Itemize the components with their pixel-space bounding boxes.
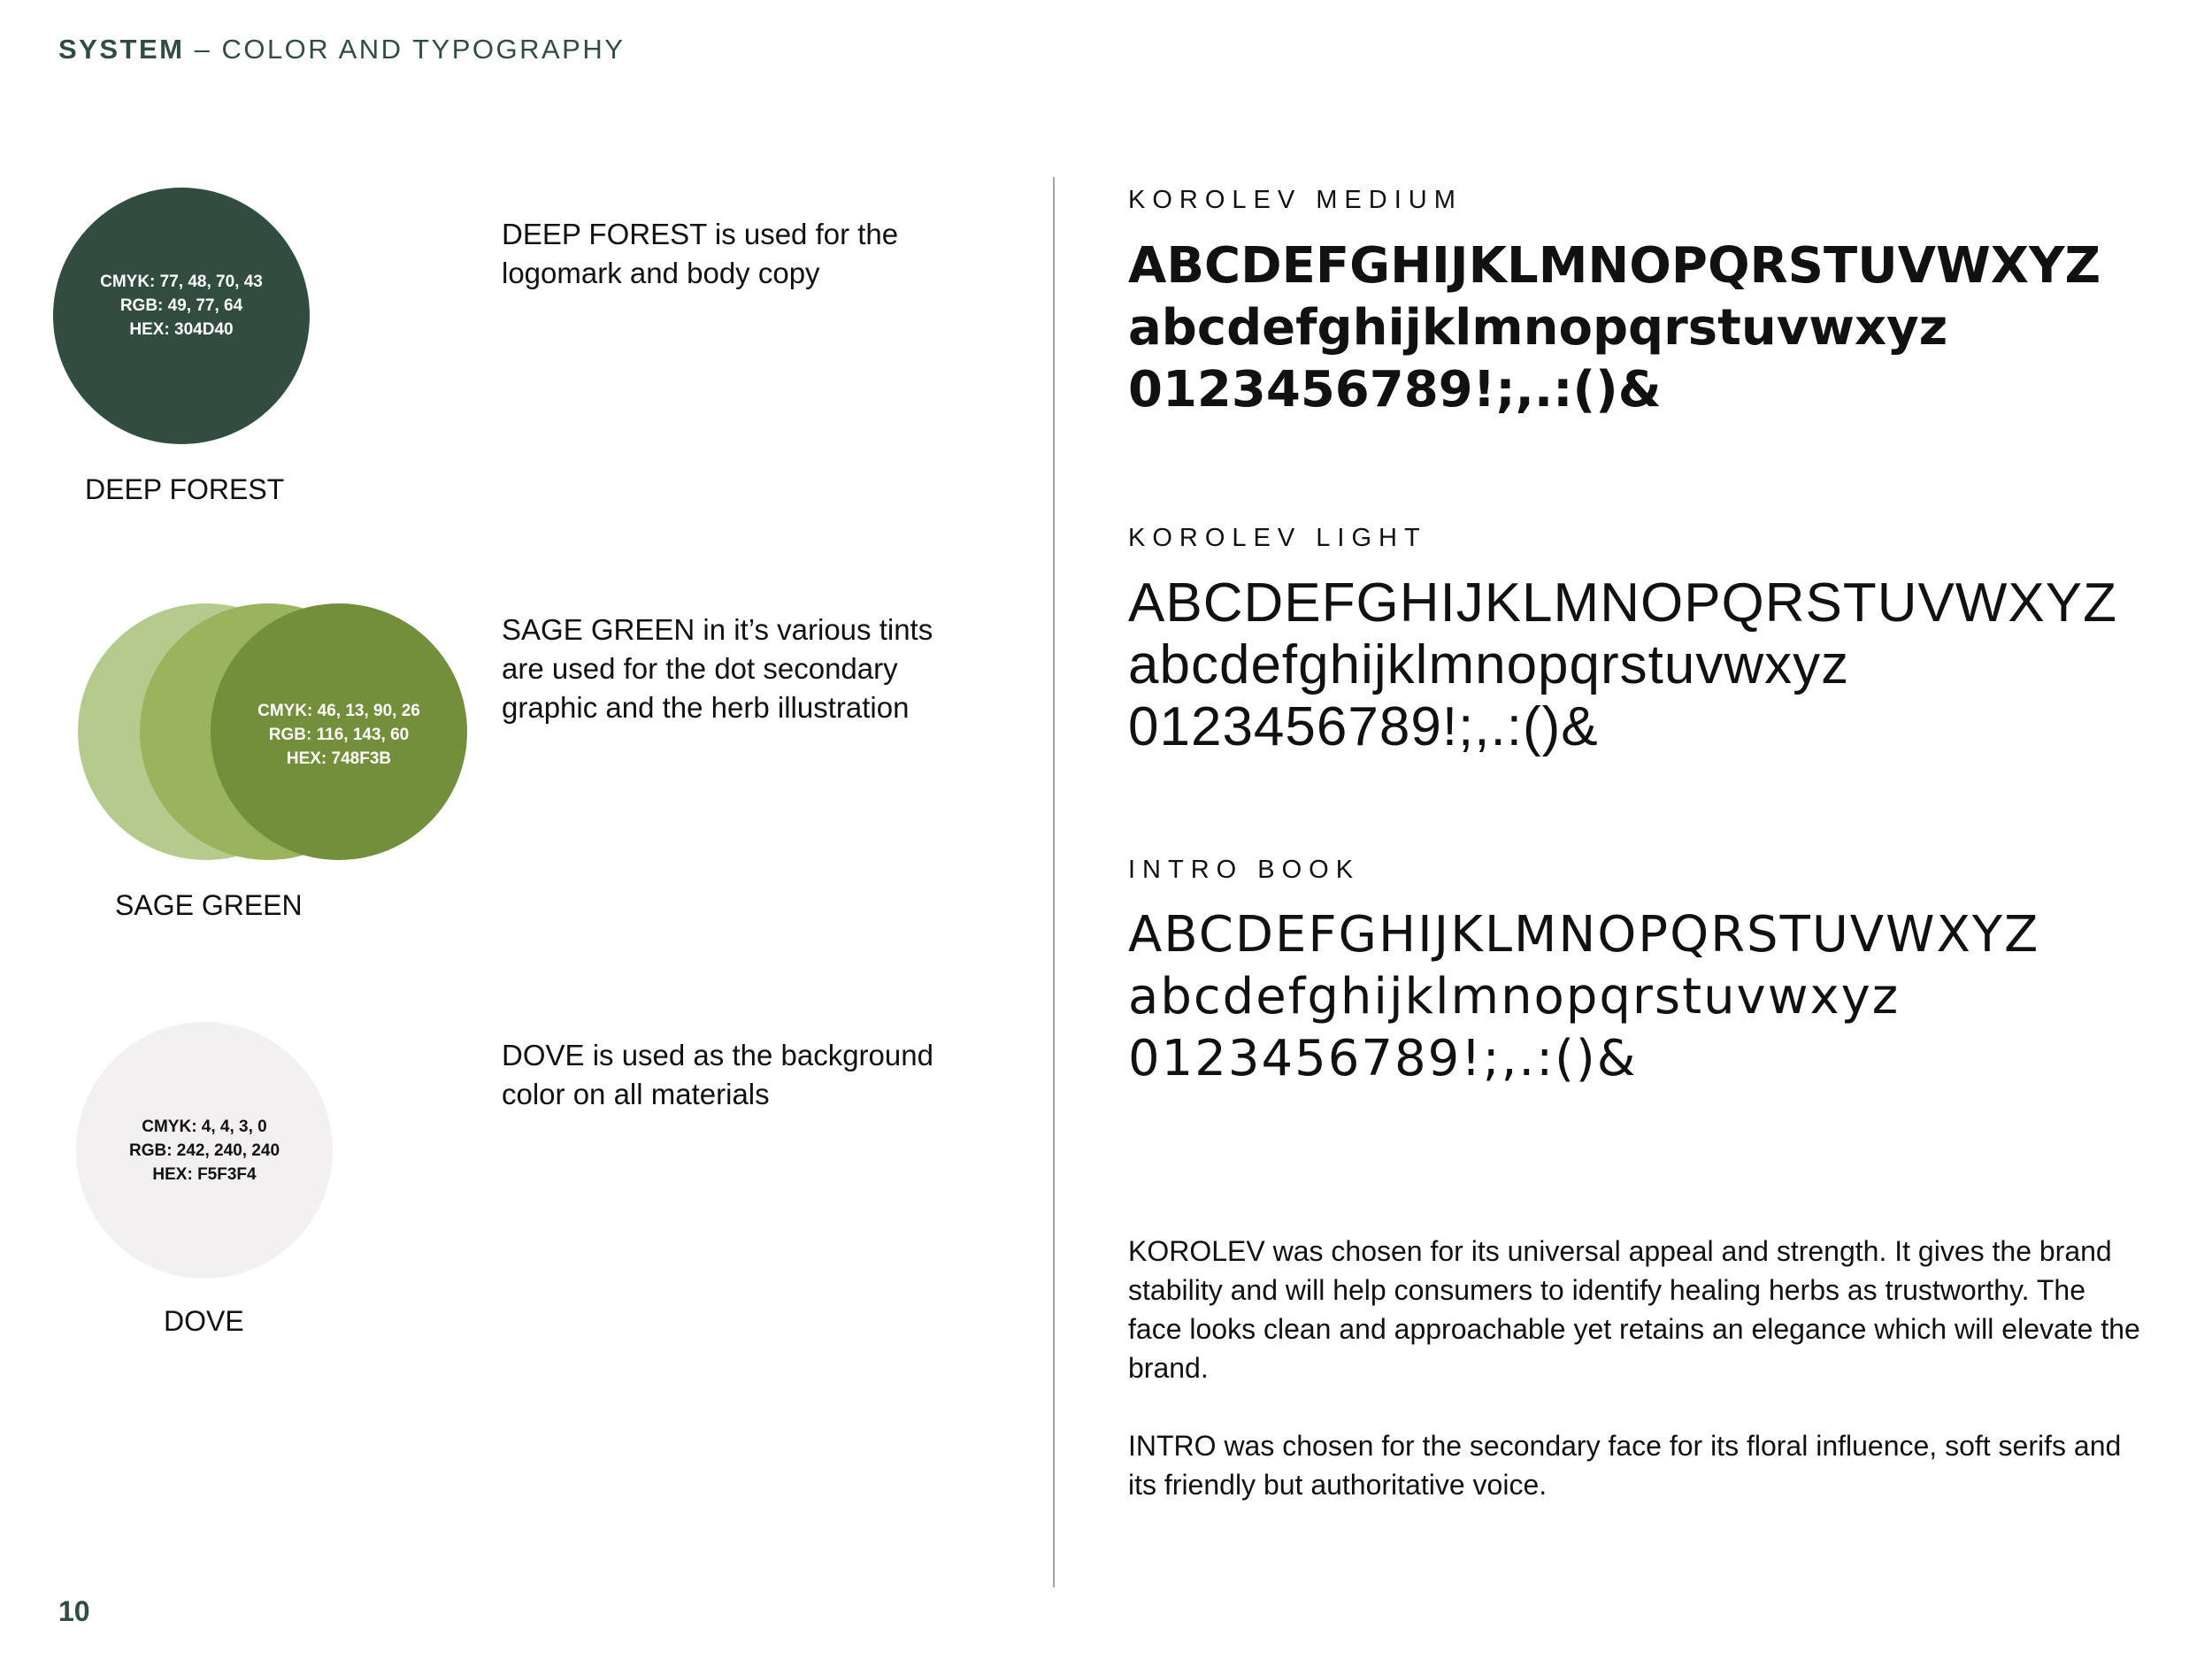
- sage-green-desc-rest: in it’s various tints are used for the dot secondary graphic and the herb illustration: [502, 613, 933, 724]
- intro-book-uppercase: ABCDEFGHIJKLMNOPQRSTUVWXYZ: [1128, 906, 2040, 964]
- korolev-light-numerals: 0123456789!;,.:()&: [1128, 696, 1599, 757]
- dove-cmyk: CMYK: 4, 4, 3, 0: [142, 1118, 267, 1136]
- intro-book-numerals: 0123456789!;,.:()&: [1128, 1030, 1638, 1087]
- page-number: 10: [58, 1595, 90, 1627]
- sage-green-hex: HEX: 748F3B: [286, 749, 392, 768]
- page-header: [58, 34, 625, 65]
- dove-name: DOVE: [164, 1305, 244, 1337]
- deep-forest-name: DEEP FOREST: [85, 473, 285, 505]
- dove-description: [502, 1036, 971, 1114]
- sage-green-name: SAGE GREEN: [115, 889, 303, 921]
- korolev-medium-specimen: [1128, 235, 2101, 421]
- deep-forest-hex: HEX: 304D40: [129, 320, 234, 339]
- deep-forest-desc-lead: DEEP FOREST: [502, 218, 707, 250]
- header-subtitle: COLOR AND TYPOGRAPHY: [221, 34, 626, 65]
- korolev-medium-label: KOROLEV MEDIUM: [1128, 186, 1463, 214]
- header-section: SYSTEM: [58, 34, 185, 65]
- deep-forest-desc-rest: is used for the logomark and body copy: [502, 218, 899, 289]
- korolev-rationale: [1128, 1232, 2146, 1387]
- header-separator: –: [184, 34, 222, 65]
- deep-forest-rgb: RGB: 49, 77, 64: [119, 296, 243, 315]
- intro-rationale: [1128, 1426, 2146, 1504]
- sage-green-desc-lead: SAGE GREEN: [502, 613, 695, 646]
- deep-forest-cmyk: CMYK: 77, 48, 70, 43: [100, 273, 263, 291]
- deep-forest-description: [502, 215, 944, 293]
- korolev-medium-numerals: 0123456789!;,.:()&: [1128, 361, 1662, 419]
- korolev-light-lowercase: abcdefghijklmnopqrstuvwxyz: [1128, 634, 1850, 695]
- dove-rgb: RGB: 242, 240, 240: [128, 1141, 280, 1160]
- korolev-rationale-lead: KOROLEV: [1128, 1235, 1265, 1267]
- intro-book-label: INTRO BOOK: [1128, 856, 1361, 884]
- korolev-medium-lowercase: abcdefghijklmnopqrstuvwxyz: [1128, 299, 1948, 357]
- korolev-light-specimen: [1128, 572, 2117, 758]
- sage-green-rgb: RGB: 116, 143, 60: [268, 726, 410, 744]
- intro-rationale-rest: was chosen for the secondary face for its floral influence, soft serifs and its friendly but authoritative voice.: [1128, 1430, 2122, 1501]
- intro-book-specimen: [1128, 904, 2039, 1090]
- intro-book-lowercase: abcdefghijklmnopqrstuvwxyz: [1128, 968, 1901, 1025]
- sage-green-values: [211, 699, 467, 771]
- korolev-light-label: KOROLEV LIGHT: [1128, 524, 1427, 552]
- column-divider: [1053, 177, 1055, 1587]
- dove-hex: HEX: F5F3F4: [152, 1165, 257, 1184]
- dove-desc-rest: is used as the background color on all materials: [502, 1039, 933, 1110]
- sage-green-description: [502, 611, 962, 727]
- dove-desc-lead: DOVE: [502, 1039, 585, 1071]
- sage-green-cmyk: CMYK: 46, 13, 90, 26: [257, 702, 420, 720]
- deep-forest-values: [53, 270, 310, 342]
- intro-rationale-lead: INTRO: [1128, 1430, 1217, 1462]
- korolev-light-uppercase: ABCDEFGHIJKLMNOPQRSTUVWXYZ: [1128, 572, 2117, 634]
- dove-values: [76, 1115, 333, 1187]
- korolev-rationale-rest: was chosen for its universal appeal and strength. It gives the brand stability and will help consumers to identify healing herbs as trustworthy. The face looks clean and approachable yet retains an elegance which will elevate the brand.: [1128, 1235, 2140, 1384]
- korolev-medium-uppercase: ABCDEFGHIJKLMNOPQRSTUVWXYZ: [1128, 237, 2101, 295]
